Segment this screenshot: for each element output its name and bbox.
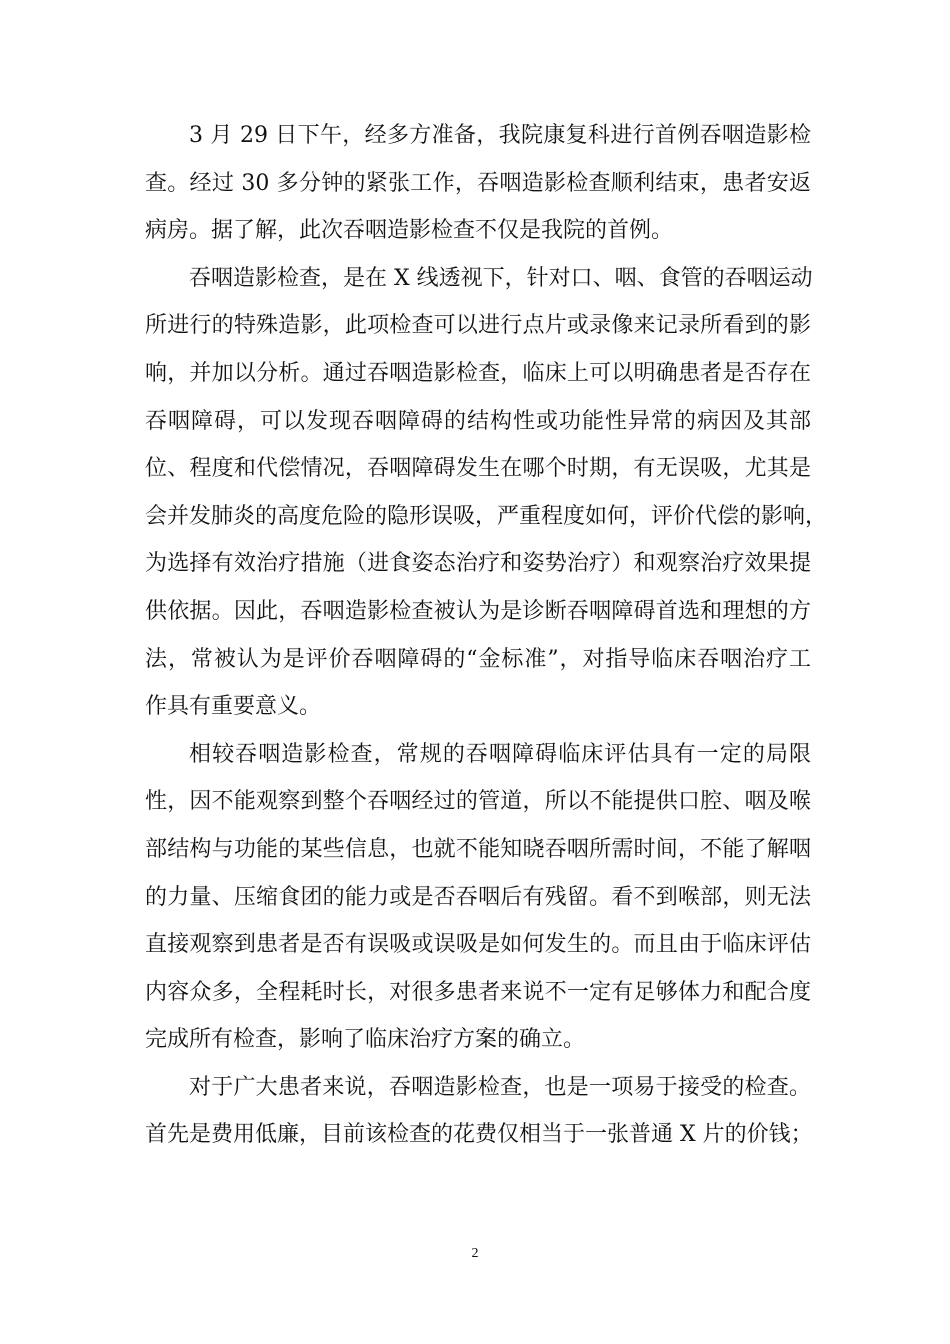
text-line: 对于广大患者来说，吞咽造影检查，也是一项易于接受的检查。	[189, 1074, 811, 1100]
text-line: 的力量、压缩食团的能力或是否吞咽后有残留。看不到喉部，则无法	[145, 884, 811, 910]
text-line: 直接观察到患者是否有误吸或误吸是如何发生的。而且由于临床评估	[145, 932, 811, 958]
text-line: 查。经过 30 多分钟的紧张工作，吞咽造影检查顺利结束，患者安返	[145, 170, 811, 196]
text-line: 相较吞咽造影检查，常规的吞咽障碍临床评估具有一定的局限	[189, 741, 811, 767]
text-line: 3 月 29 日下午，经多方准备，我院康复科进行首例吞咽造影检	[189, 123, 811, 148]
text-line: 完成所有检查，影响了临床治疗方案的确立。	[145, 1027, 586, 1053]
text-line: 作具有重要意义。	[145, 694, 322, 720]
text-line: 吞咽造影检查，是在 X 线透视下，针对口、咽、食管的吞咽运动	[189, 265, 813, 291]
text-line: 性，因不能观察到整个吞咽经过的管道，所以不能提供口腔、咽及喉	[145, 789, 811, 815]
text-line: 所进行的特殊造影，此项检查可以进行点片或录像来记录所看到的影	[145, 313, 811, 339]
text-line: 首先是费用低廉，目前该检查的花费仅相当于一张普通 X 片的价钱；	[145, 1122, 813, 1148]
text-line: 为选择有效治疗措施（进食姿态治疗和姿势治疗）和观察治疗效果提	[145, 551, 811, 577]
text-line: 供依据。因此，吞咽造影检查被认为是诊断吞咽障碍首选和理想的方	[145, 598, 811, 624]
text-line: 部结构与功能的某些信息，也就不能知晓吞咽所需时间，不能了解咽	[145, 836, 811, 862]
text-line: 吞咽障碍，可以发现吞咽障碍的结构性或功能性异常的病因及其部	[145, 408, 811, 434]
body-text	[145, 112, 828, 1159]
page-number: 2	[471, 1246, 479, 1261]
text-line: 病房。据了解，此次吞咽造影检查不仅是我院的首例。	[145, 218, 674, 244]
text-line: 位、程度和代偿情况，吞咽障碍发生在哪个时期，有无误吸，尤其是	[145, 456, 811, 482]
text-line: 响，并加以分析。通过吞咽造影检查，临床上可以明确患者是否存在	[145, 360, 811, 386]
text-line: 内容众多，全程耗时长，对很多患者来说不一定有足够体力和配合度	[145, 979, 811, 1005]
text-line: 会并发肺炎的高度危险的隐形误吸，严重程度如何，评价代偿的影响，	[145, 503, 828, 529]
text-line: 法，常被认为是评价吞咽障碍的“金标准”，对指导临床吞咽治疗工	[145, 646, 811, 672]
